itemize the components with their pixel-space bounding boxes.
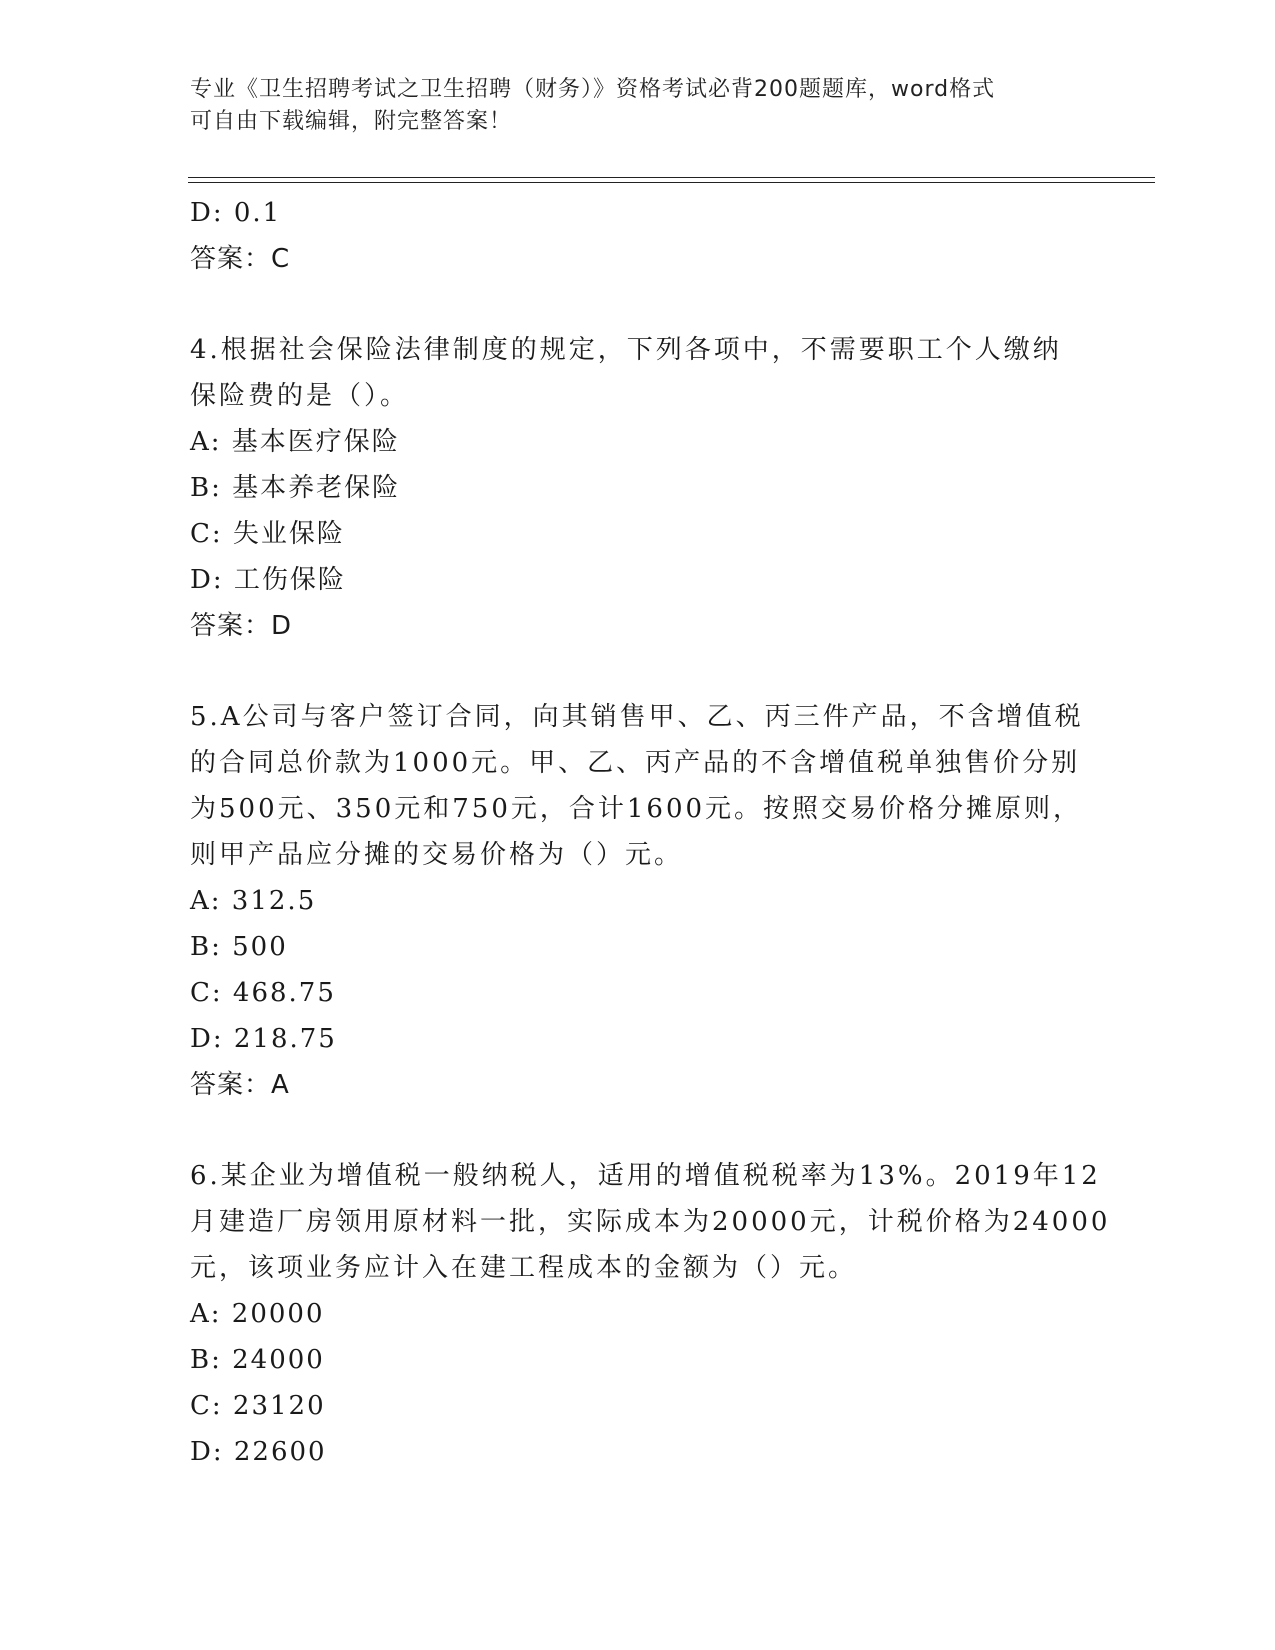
q5-text-line: 5.A公司与客户签订合同，向其销售甲、乙、丙三件产品，不含增值税 bbox=[190, 702, 1084, 732]
q6-option-a: A: 20000 bbox=[190, 1299, 325, 1329]
q6-option-b: B: 24000 bbox=[190, 1345, 325, 1375]
q6-text-line: 月建造厂房领用原材料一批，实际成本为20000元，计税价格为24000 bbox=[190, 1207, 1111, 1237]
header-line-1: 专业《卫生招聘考试之卫生招聘（财务）》资格考试必背200题题库，word格式 bbox=[190, 77, 996, 102]
q5-text-line: 的合同总价款为1000元。甲、乙、丙产品的不含增值税单独售价分别 bbox=[190, 748, 1081, 778]
q6-text bbox=[190, 1153, 1111, 1291]
question-4 bbox=[190, 327, 1090, 649]
q5-text-line: 则甲产品应分摊的交易价格为（）元。 bbox=[190, 840, 684, 870]
q4-option-b: B: 基本养老保险 bbox=[190, 473, 401, 503]
q4-text bbox=[190, 327, 1090, 419]
q4-option-a: A: 基本医疗保险 bbox=[190, 427, 400, 457]
question-3-tail bbox=[190, 190, 1090, 282]
q4-text-line: 4.根据社会保险法律制度的规定，下列各项中，不需要职工个人缴纳 bbox=[190, 335, 1062, 365]
header-line-2: 可自由下载编辑，附完整答案！ bbox=[190, 109, 513, 134]
q3-option-d: D: 0.1 bbox=[190, 198, 282, 228]
q5-answer: 答案：A bbox=[190, 1070, 290, 1100]
header-rule-top bbox=[188, 177, 1155, 178]
q5-text-line: 为500元、350元和750元，合计1600元。按照交易价格分摊原则， bbox=[190, 794, 1083, 824]
page-header bbox=[190, 74, 1090, 138]
q6-option-c: C: 23120 bbox=[190, 1391, 326, 1421]
q6-text-line: 元，该项业务应计入在建工程成本的金额为（）元。 bbox=[190, 1253, 858, 1283]
q4-text-line: 保险费的是（）。 bbox=[190, 381, 410, 411]
q4-answer: 答案：D bbox=[190, 611, 293, 641]
q5-text bbox=[190, 694, 1090, 878]
question-5 bbox=[190, 694, 1090, 1108]
q6-option-d: D: 22600 bbox=[190, 1437, 327, 1467]
q6-text-line: 6.某企业为增值税一般纳税人，适用的增值税税率为13%。2019年12 bbox=[190, 1161, 1101, 1191]
q5-option-b: B: 500 bbox=[190, 932, 288, 962]
question-6 bbox=[190, 1153, 1111, 1475]
q5-option-c: C: 468.75 bbox=[190, 978, 336, 1008]
document-body bbox=[190, 190, 1111, 1475]
header-rule-bottom bbox=[188, 182, 1155, 183]
q5-option-d: D: 218.75 bbox=[190, 1024, 337, 1054]
q4-option-c: C: 失业保险 bbox=[190, 519, 345, 549]
q5-option-a: A: 312.5 bbox=[190, 886, 317, 916]
q3-answer: 答案：C bbox=[190, 244, 291, 274]
q4-option-d: D: 工伤保险 bbox=[190, 565, 346, 595]
